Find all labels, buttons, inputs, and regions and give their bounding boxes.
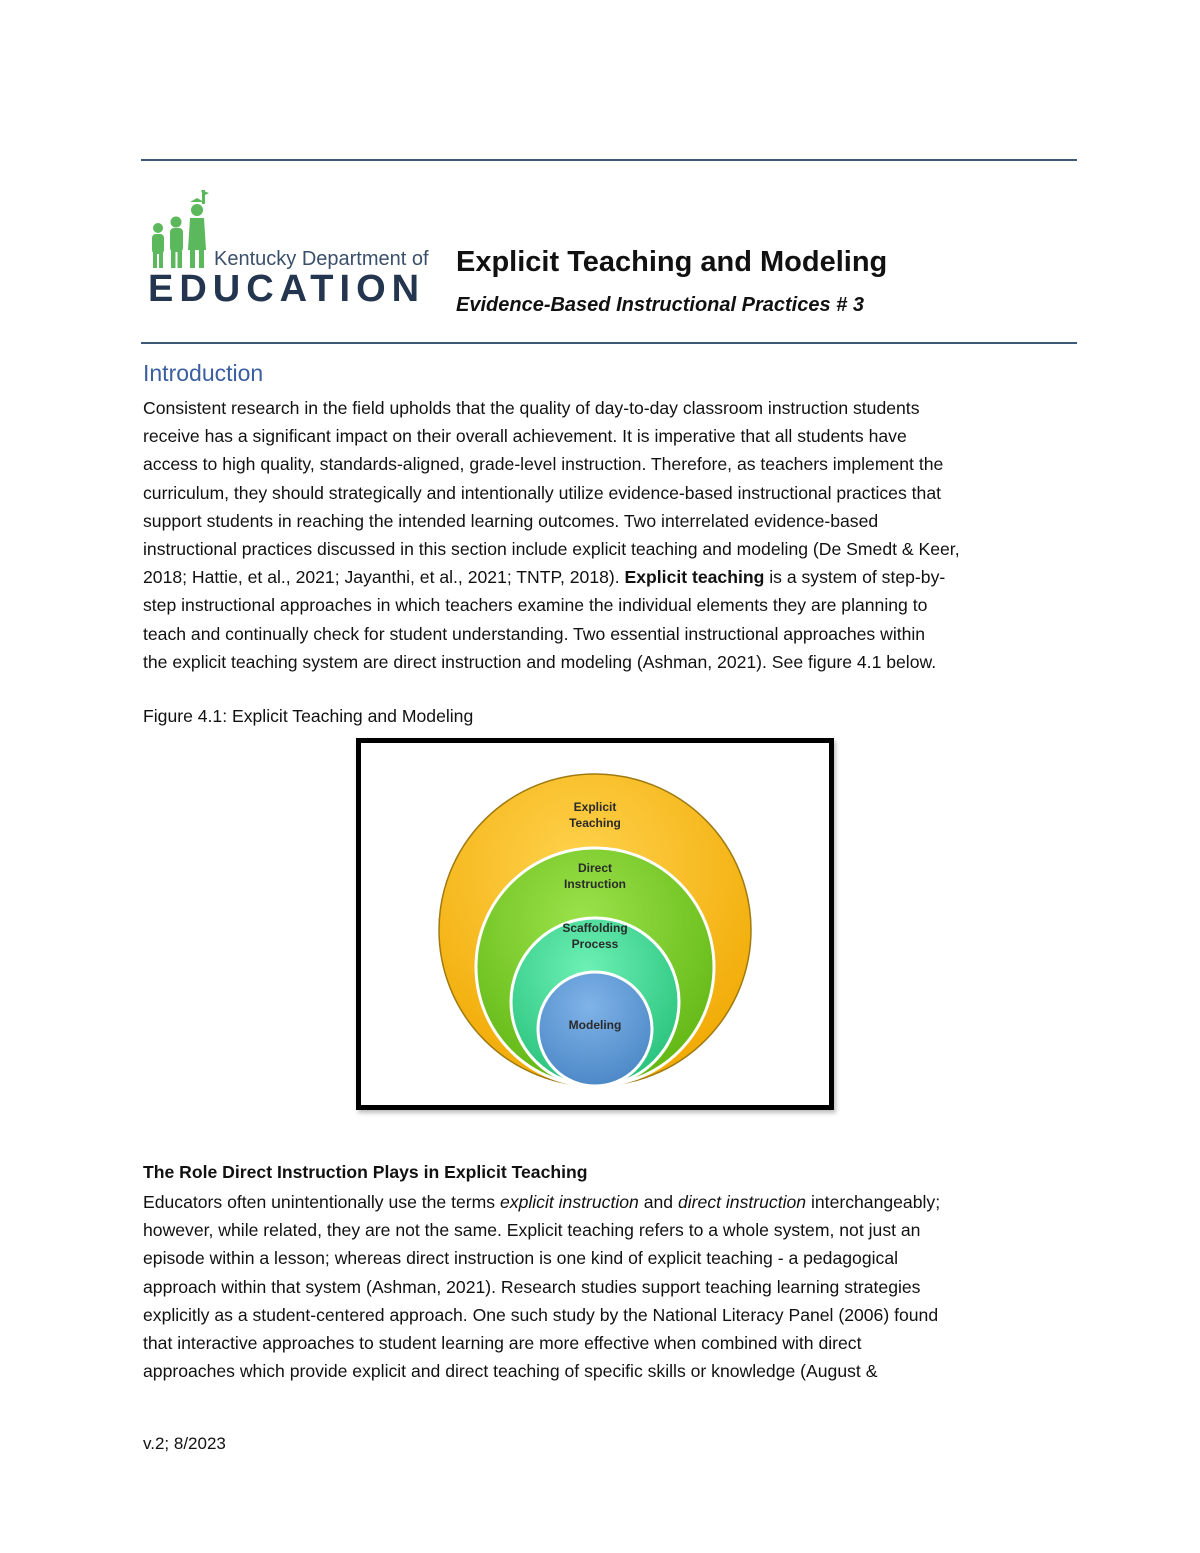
paragraph-line: curriculum, they should strategically and intentionally utilize evidence-based instructional practices that bbox=[143, 482, 941, 503]
section-heading-role-direct-instruction: The Role Direct Instruction Plays in Explicit Teaching bbox=[143, 1162, 588, 1182]
paragraph-line: approach within that system (Ashman, 2021). Research studies support teaching learning strategies bbox=[143, 1276, 921, 1297]
paragraph-line: Consistent research in the field upholds that the quality of day-to-day classroom instruction students bbox=[143, 398, 920, 418]
paragraph-line: that interactive approaches to student learning are more effective when combined with direct bbox=[143, 1333, 862, 1354]
nested-circles-diagram bbox=[361, 743, 829, 1105]
italic-term: direct instruction bbox=[677, 1192, 807, 1212]
paragraph-line: approaches which provide explicit and direct teaching of specific skills or knowledge (August & bbox=[143, 1361, 878, 1382]
line-text: is a system of step-by- bbox=[764, 567, 946, 588]
header-rule-bottom bbox=[141, 342, 1077, 344]
role-paragraph bbox=[143, 1188, 1073, 1385]
logo-text-education: EDUCATION bbox=[148, 268, 426, 310]
bold-term-explicit-teaching: Explicit teaching bbox=[624, 567, 765, 588]
line-text: and bbox=[638, 1192, 678, 1212]
nested-circles-figure bbox=[356, 738, 834, 1110]
intro-paragraph bbox=[143, 394, 1073, 676]
line-text: Educators often unintentionally use the terms bbox=[143, 1192, 500, 1212]
paragraph-line: access to high quality, standards-aligned, grade-level instruction. Therefore, as teachers implement the bbox=[143, 454, 944, 475]
ring-label: Modeling bbox=[568, 1018, 622, 1032]
paragraph-line: however, while related, they are not the same. Explicit teaching refers to a whole system, not just an bbox=[143, 1220, 921, 1241]
version-footer: v.2; 8/2023 bbox=[143, 1434, 226, 1453]
ring-label: Direct bbox=[577, 861, 613, 875]
paragraph-line: the explicit teaching system are direct instruction and modeling (Ashman, 2021). See figure 4.1 below. bbox=[143, 651, 937, 672]
ring-label: Instruction bbox=[564, 877, 626, 891]
ring-label: Scaffolding bbox=[562, 921, 628, 935]
children-silhouette-icon bbox=[146, 188, 216, 272]
line-text: interchangeably; bbox=[806, 1192, 941, 1212]
document-subtitle: Evidence-Based Instructional Practices # 3 bbox=[456, 294, 864, 316]
paragraph-line: step instructional approaches in which teachers examine the individual elements they are planning to bbox=[143, 595, 928, 616]
paragraph-line: instructional practices discussed in this section include explicit teaching and modeling (De Smedt & Keer, bbox=[143, 539, 960, 560]
header-rule-top bbox=[141, 159, 1077, 161]
italic-term: explicit instruction bbox=[499, 1192, 639, 1212]
paragraph-line: receive has a significant impact on their overall achievement. It is imperative that all students have bbox=[143, 426, 907, 447]
logo-text-department: Kentucky Department of bbox=[214, 248, 429, 270]
line-text: 2018; Hattie, et al., 2021; Jayanthi, et al., 2021; TNTP, 2018). bbox=[143, 567, 625, 588]
paragraph-line: teach and continually check for student understanding. Two essential instructional approaches within bbox=[143, 623, 926, 644]
figure-caption: Figure 4.1: Explicit Teaching and Modeling bbox=[143, 706, 474, 726]
ring-label: Teaching bbox=[569, 816, 621, 830]
paragraph-line: support students in reaching the intended learning outcomes. Two interrelated evidence-based bbox=[143, 510, 879, 531]
paragraph-line bbox=[143, 1188, 1073, 1216]
section-heading-introduction: Introduction bbox=[143, 360, 264, 386]
paragraph-line: episode within a lesson; whereas direct instruction is one kind of explicit teaching - a pedagogical bbox=[143, 1248, 899, 1269]
ring-label: Process bbox=[571, 937, 619, 951]
document-title: Explicit Teaching and Modeling bbox=[456, 246, 888, 278]
kde-logo bbox=[146, 188, 436, 318]
paragraph-line: explicitly as a student-centered approach. One such study by the National Literacy Panel (2006) found bbox=[143, 1304, 939, 1325]
paragraph-line bbox=[143, 563, 1073, 591]
ring-label: Explicit bbox=[573, 800, 617, 814]
